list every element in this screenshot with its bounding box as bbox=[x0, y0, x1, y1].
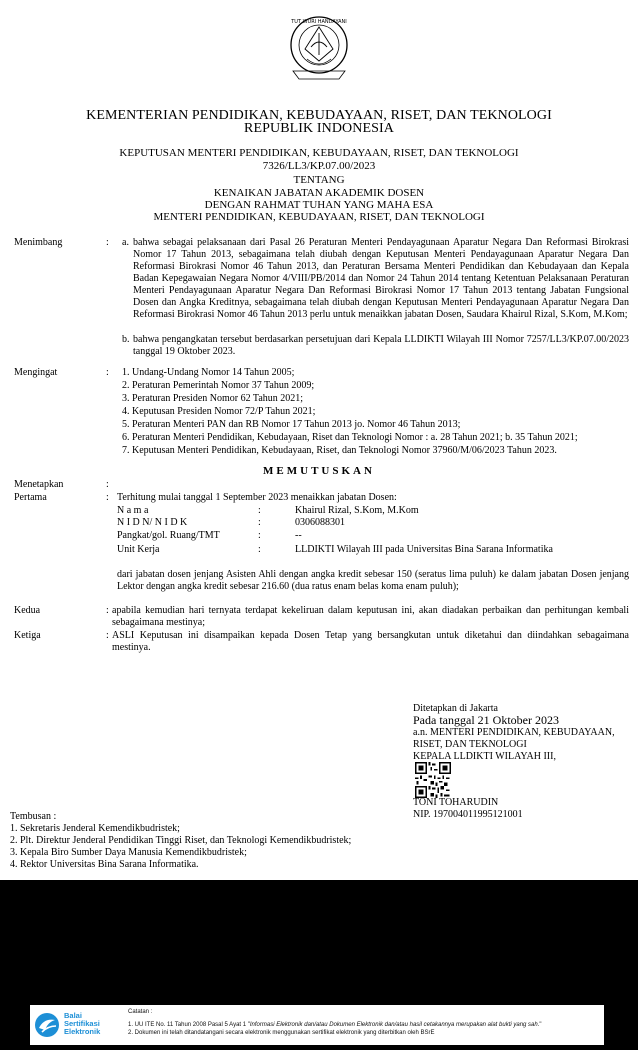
minister-line: MENTERI PENDIDIKAN, KEBUDAYAAN, RISET, DAN TEKNOLOGI bbox=[153, 211, 485, 223]
field-pangkat-value: -- bbox=[295, 530, 302, 541]
menimbang-label: Menimbang bbox=[14, 237, 63, 248]
catatan-note-1: 1. UU ITE No. 11 Tahun 2008 Pasal 5 Ayat 1 "Informasi Elektronik dan/atau Dokumen Elektronik dan/atau hasil cetakannya merupakan alat bukti yang sah." bbox=[128, 1022, 542, 1028]
tembusan-item: 3. Kepala Biro Sumber Daya Manusia Kemendikbudristek; bbox=[10, 847, 247, 858]
field-nama-value: Khairul Rizal, S.Kom, M.Kom bbox=[295, 505, 419, 516]
kedua-label: Kedua bbox=[14, 605, 41, 616]
mengingat-item: 2. Peraturan Pemerintah Nomor 37 Tahun 2009; bbox=[122, 380, 315, 391]
qr-code-icon bbox=[415, 762, 451, 798]
decree-number: 7326/LL3/KP.07.00/2023 bbox=[262, 160, 376, 172]
signature-date: Pada tanggal 21 Oktober 2023 bbox=[413, 713, 559, 727]
catatan-title: Catatan : bbox=[128, 1009, 153, 1015]
signature-an-line2: RISET, DAN TEKNOLOGI bbox=[413, 739, 527, 750]
field-unit-label: Unit Kerja bbox=[117, 544, 160, 555]
ketiga-text: ASLI Keputusan ini disampaikan kepada Dosen Tetap yang bersangkutan untuk diketahui dan diindahkan sebagaimana mestinya. bbox=[112, 630, 629, 653]
republic-name: REPUBLIK INDONESIA bbox=[244, 121, 394, 136]
menimbang-colon: : bbox=[106, 237, 109, 248]
mengingat-item: 6. Peraturan Menteri Pendidikan, Kebudayaan, Riset dan Teknologi Nomor : a. 28 Tahun 2021; b. 35 Tahun 2021; bbox=[122, 432, 578, 443]
mengingat-label: Mengingat bbox=[14, 367, 58, 378]
field-nama-sep: : bbox=[258, 505, 261, 516]
mengingat-item: 1. Undang-Undang Nomor 14 Tahun 2005; bbox=[122, 367, 295, 378]
menetapkan-label: Menetapkan bbox=[14, 479, 64, 490]
svg-text:TUT WURI HANDAYANI: TUT WURI HANDAYANI bbox=[291, 19, 347, 25]
field-nidn-label: N I D N/ N I D K bbox=[117, 517, 188, 528]
mengingat-item: 4. Keputusan Presiden Nomor 72/P Tahun 2021; bbox=[122, 406, 316, 417]
bse-logo-icon bbox=[34, 1012, 60, 1038]
tembusan-item: 4. Rektor Universitas Bina Sarana Informatika. bbox=[10, 859, 199, 870]
bse-footer bbox=[30, 1005, 604, 1045]
field-unit-sep: : bbox=[258, 544, 261, 555]
pertama-intro: Terhitung mulai tanggal 1 September 2023 menaikkan jabatan Dosen: bbox=[117, 492, 397, 503]
bse-logo-text: Balai Sertifikasi Elektronik bbox=[64, 1011, 101, 1036]
tut-wuri-handayani-emblem bbox=[289, 15, 349, 83]
ketiga-colon: : bbox=[106, 630, 109, 641]
signature-an-line3: KEPALA LLDIKTI WILAYAH III, bbox=[413, 751, 556, 762]
field-unit-value: LLDIKTI Wilayah III pada Universitas Bina Sarana Informatika bbox=[295, 544, 553, 555]
field-nidn-value: 0306088301 bbox=[295, 517, 345, 528]
tembusan-item: 2. Plt. Direktur Jenderal Pendidikan Tinggi Riset, dan Teknologi Kemendikbudristek; bbox=[10, 835, 352, 846]
menimbang-a-text: bahwa sebagai pelaksanaan dari Pasal 26 Peraturan Menteri Pendayagunaan Aparatur Negara Dan Reformasi Birokrasi Nomor 17 Tahun 2013, sebagaimana telah diubah dengan Keputusan Menteri Pendayagunaan Aparatur Negara Dan Reformasi Birokrasi Nomor 46 Tahun 2013, dan Peraturan Bersama Menteri Pendidikan dan Kebudayaan dan Kepala Badan Kepegawaian Negara Nomor 4/VIII/PB/2014 dan Nomor 24 Tahun 2014 tentang Ketentuan Pelaksanaan Peraturan Menteri Pendayagunaan Aparatur Negara Dan Reformasi Birokrasi Nomor 17 Tahun 2013 tentang Jabatan Fungsional Dosen dan Angka Kreditnya, sebagaimana telah diubah dengan Keputusan Menteri Pendayagunaan Aparatur Negara Dan Reformasi Birokrasi Nomor 46 Tahun 2013 perlu untuk menaikkan jabatan Dosen, Saudara Khairul Rizal, S.Kom, M.Kom; bbox=[133, 237, 629, 320]
mengingat-colon: : bbox=[106, 367, 109, 378]
signatory-nip: NIP. 197004011995121001 bbox=[413, 809, 523, 820]
memutuskan-heading: MEMUTUSKAN bbox=[263, 465, 375, 477]
mengingat-item: 7. Keputusan Menteri Pendidikan, Kebudayaan, Riset, dan Teknologi Nomor 37960/M/06/2023 Tahun 2023. bbox=[122, 445, 557, 456]
tentang-heading: TENTANG bbox=[293, 174, 345, 186]
kedua-text: apabila kemudian hari ternyata terdapat kekeliruan dalam keputusan ini, akan diadakan perbaikan dan perhitungan kembali sebagaimana mestinya; bbox=[112, 605, 629, 628]
field-pangkat-label: Pangkat/gol. Ruang/TMT bbox=[117, 530, 220, 541]
mengingat-item: 3. Peraturan Presiden Nomor 62 Tahun 2021; bbox=[122, 393, 304, 404]
catatan-note-2: 2. Dokumen ini telah ditandatangani secara elektronik menggunakan sertifikat elektronik yang diterbitkan oleh BSrE bbox=[128, 1030, 435, 1036]
decree-title: KEPUTUSAN MENTERI PENDIDIKAN, KEBUDAYAAN, RISET, DAN TEKNOLOGI bbox=[119, 147, 519, 159]
menimbang-b-text: bahwa pengangkatan tersebut berdasarkan persetujuan dari Kepala LLDIKTI Wilayah III Nomor 7257/LL3/KP.07.00/2023 tanggal 19 Oktober 2023. bbox=[133, 334, 629, 357]
ministry-name: KEMENTERIAN PENDIDIKAN, KEBUDAYAAN, RISET, DAN TEKNOLOGI bbox=[86, 108, 552, 123]
signature-place: Ditetapkan di Jakarta bbox=[413, 703, 498, 714]
tembusan-title: Tembusan : bbox=[10, 811, 57, 822]
kedua-colon: : bbox=[106, 605, 109, 616]
pertama-body: dari jabatan dosen jenjang Asisten Ahli dengan angka kredit sebesar 150 (seratus lima puluh) ke dalam jabatan Dosen jenjang Lektor dengan angka kredit sebesar 216.60 (dua ratus enam belas koma enam puluh); bbox=[117, 569, 629, 592]
mengingat-item: 5. Peraturan Menteri PAN dan RB Nomor 17 Tahun 2013 jo. Nomor 46 Tahun 2013; bbox=[122, 419, 461, 430]
pertama-label: Pertama bbox=[14, 492, 47, 503]
menimbang-a-marker: a. bbox=[122, 237, 129, 248]
rahmat-line: DENGAN RAHMAT TUHAN YANG MAHA ESA bbox=[204, 199, 434, 211]
field-nama-label: N a m a bbox=[117, 505, 149, 516]
menetapkan-colon: : bbox=[106, 479, 109, 490]
ketiga-label: Ketiga bbox=[14, 630, 41, 641]
field-pangkat-sep: : bbox=[258, 530, 261, 541]
signatory-name: TONI TOHARUDIN bbox=[413, 797, 499, 808]
pertama-colon: : bbox=[106, 492, 109, 503]
tembusan-item: 1. Sekretaris Jenderal Kemendikbudristek; bbox=[10, 823, 180, 834]
field-nidn-sep: : bbox=[258, 517, 261, 528]
decree-subject: KENAIKAN JABATAN AKADEMIK DOSEN bbox=[213, 187, 425, 199]
signature-an-line1: a.n. MENTERI PENDIDIKAN, KEBUDAYAAN, bbox=[413, 727, 615, 738]
menimbang-b-marker: b. bbox=[122, 334, 130, 345]
